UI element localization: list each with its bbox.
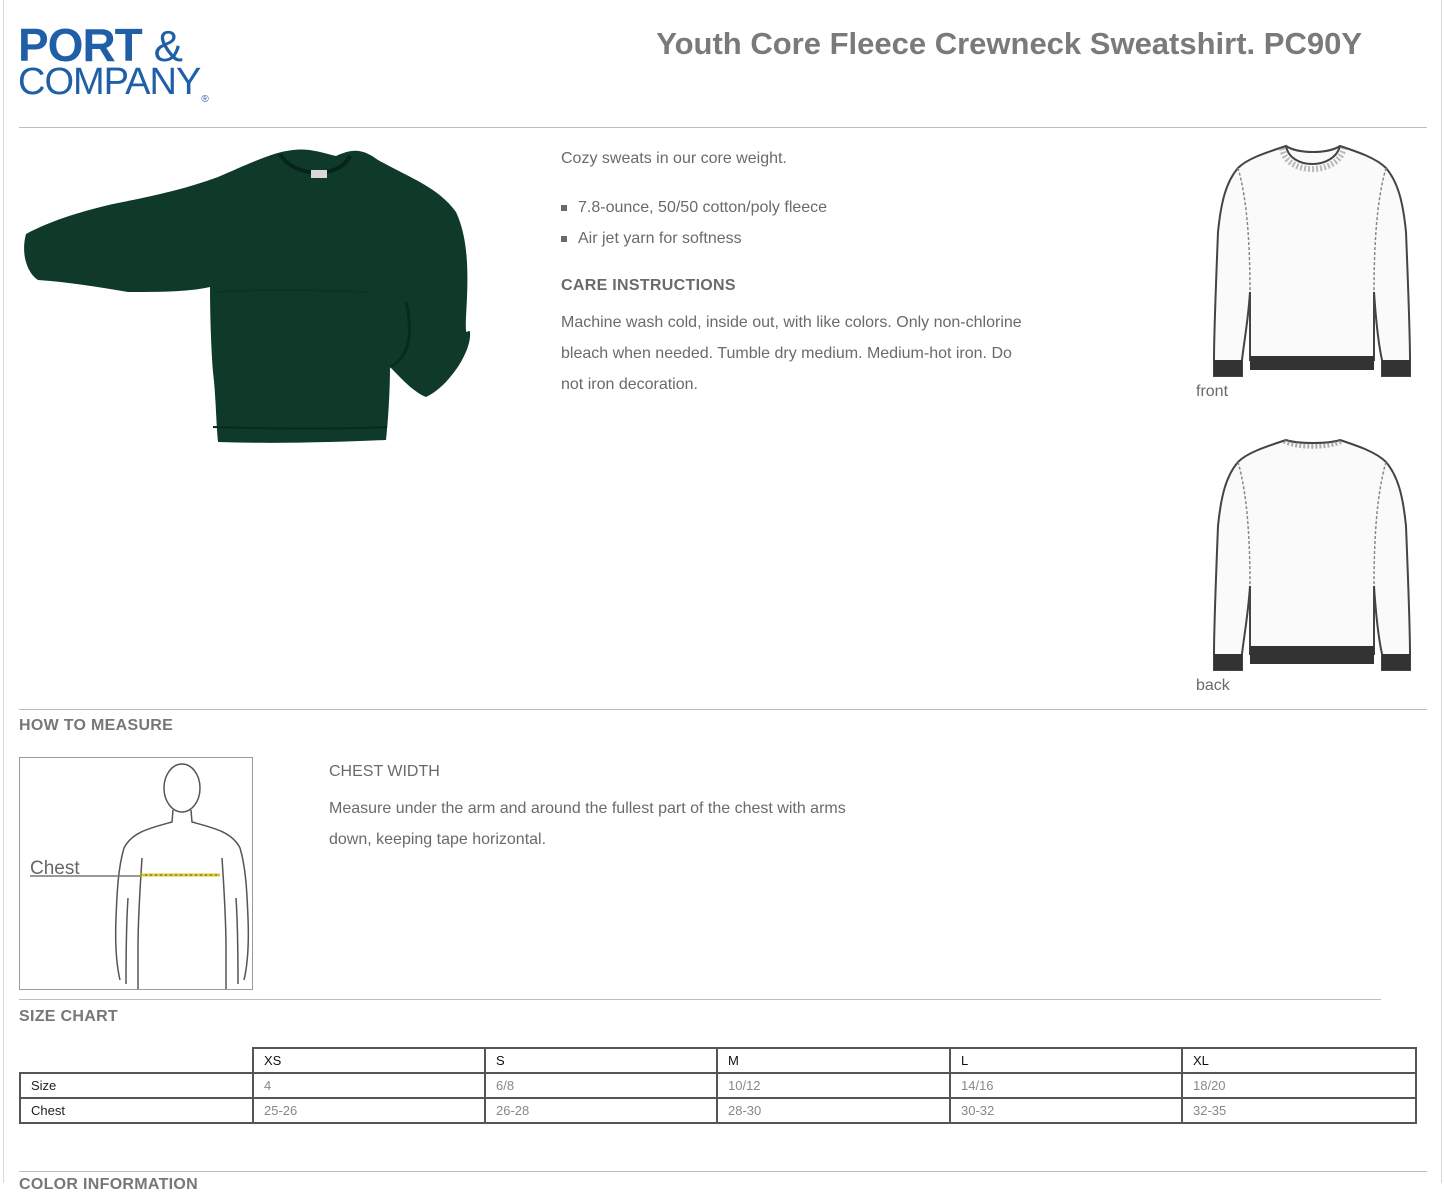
feature-list — [561, 198, 827, 260]
front-view-label: front — [1196, 383, 1229, 400]
table-cell: 30-32 — [950, 1098, 1182, 1123]
section-divider — [19, 1171, 1427, 1172]
how-to-measure-heading: HOW TO MEASURE — [19, 717, 174, 734]
feature-item: Air jet yarn for softness — [561, 229, 827, 260]
row-label: Size — [20, 1073, 253, 1098]
table-cell: 28-30 — [717, 1098, 950, 1123]
column-header: M — [717, 1048, 950, 1073]
table-corner-cell — [20, 1048, 253, 1073]
table-header-row — [20, 1048, 1416, 1073]
table-cell: 14/16 — [950, 1073, 1182, 1098]
feature-item: 7.8-ounce, 50/50 cotton/poly fleece — [561, 198, 827, 229]
registered-mark: ® — [201, 94, 208, 105]
body-outline-figure — [20, 758, 252, 989]
table-cell: 26-28 — [485, 1098, 717, 1123]
row-label: Chest — [20, 1098, 253, 1123]
brand-logo-line2 — [18, 61, 208, 105]
back-view-label: back — [1196, 677, 1230, 694]
chest-label: Chest — [30, 858, 80, 879]
column-header: S — [485, 1048, 717, 1073]
table-row — [20, 1073, 1416, 1098]
chest-width-heading: CHEST WIDTH — [329, 763, 440, 780]
table-cell: 32-35 — [1182, 1098, 1416, 1123]
measure-diagram — [19, 757, 253, 990]
header-divider — [19, 127, 1427, 128]
chest-width-text: Measure under the arm and around the fullest part of the chest with arms down, keeping tape horizontal. — [329, 800, 846, 848]
table-cell: 25-26 — [253, 1098, 485, 1123]
page-title: Youth Core Fleece Crewneck Sweatshirt. PC90Y — [656, 26, 1362, 61]
column-header: XL — [1182, 1048, 1416, 1073]
front-sketch — [1198, 142, 1426, 378]
section-divider — [19, 999, 1381, 1000]
brand-word-port: PORT — [18, 19, 142, 71]
color-information-heading: COLOR INFORMATION — [19, 1176, 199, 1193]
column-header: XS — [253, 1048, 485, 1073]
section-divider — [19, 709, 1427, 710]
table-row — [20, 1098, 1416, 1123]
care-instructions-text: Machine wash cold, inside out, with like colors. Only non-chlorine bleach when needed. Tumble dry medium. Medium-hot iron. Do not iron decoration. — [561, 314, 1022, 393]
product-description: Cozy sweats in our core weight. — [561, 150, 787, 167]
size-chart-heading: SIZE CHART — [19, 1008, 118, 1025]
back-sketch — [1198, 436, 1426, 672]
care-instructions-heading: CARE INSTRUCTIONS — [561, 277, 736, 294]
table-cell: 4 — [253, 1073, 485, 1098]
brand-word-company: COMPANY — [18, 61, 201, 103]
size-chart-table — [19, 1047, 1417, 1124]
brand-ampersand: & — [153, 22, 182, 71]
table-cell: 18/20 — [1182, 1073, 1416, 1098]
column-header: L — [950, 1048, 1182, 1073]
table-cell: 6/8 — [485, 1073, 717, 1098]
product-photo — [18, 142, 476, 447]
table-cell: 10/12 — [717, 1073, 950, 1098]
